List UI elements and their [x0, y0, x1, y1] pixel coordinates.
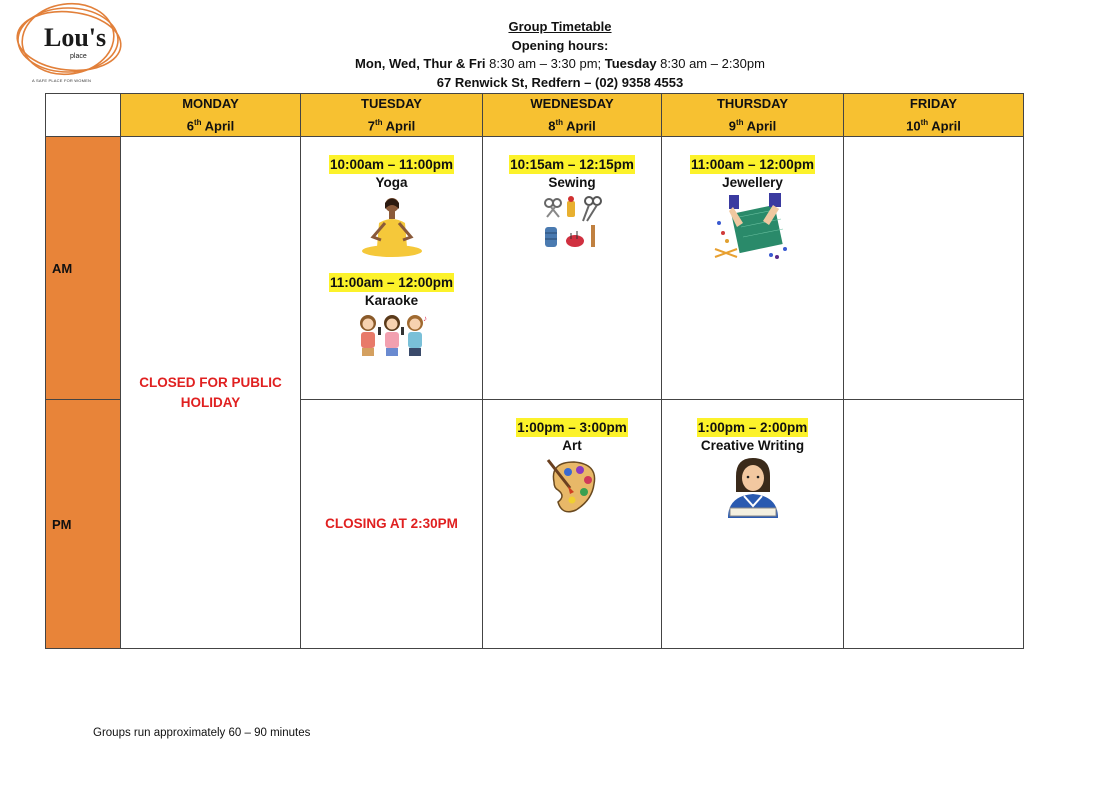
- friday-pm-cell: [844, 400, 1024, 649]
- session-time: 11:00am – 12:00pm: [690, 157, 815, 172]
- monday-closed-note: CLOSED FOR PUBLIC HOLIDAY: [121, 137, 301, 649]
- day-header-friday: FRIDAY 10th April: [844, 94, 1024, 137]
- day-header-wednesday: WEDNESDAY 8th April: [483, 94, 662, 137]
- session-activity: Art: [562, 438, 582, 453]
- session-sewing: [483, 155, 661, 253]
- yoga-icon: [357, 193, 427, 259]
- session-creative-writing: [662, 418, 843, 518]
- opening-hours: Mon, Wed, Thur & Fri 8:30 am – 3:30 pm; Tuesday 8:30 am – 2:30pm: [355, 56, 765, 71]
- session-activity: Karaoke: [364, 293, 419, 308]
- logo-tagline: A SAFE PLACE FOR WOMEN: [32, 78, 92, 83]
- session-time: 10:15am – 12:15pm: [510, 157, 634, 172]
- session-jewellery: [662, 155, 843, 265]
- row-label-pm: PM: [46, 400, 121, 649]
- jewellery-icon: [711, 193, 795, 265]
- svg-text:♪: ♪: [422, 314, 427, 323]
- session-activity: Jewellery: [722, 175, 783, 190]
- address: 67 Renwick St, Redfern – (02) 9358 4553: [436, 74, 684, 90]
- corner-cell: [46, 94, 121, 137]
- logo-text: Lou's: [44, 23, 107, 52]
- session-activity: Creative Writing: [700, 438, 805, 453]
- session-time: 11:00am – 12:00pm: [329, 275, 454, 290]
- karaoke-icon: [354, 311, 430, 357]
- opening-label: Opening hours:: [511, 37, 609, 53]
- session-time: 1:00pm – 3:00pm: [517, 420, 627, 435]
- header: [300, 18, 820, 92]
- creative-writing-icon: [722, 456, 784, 518]
- session-activity: Sewing: [548, 175, 596, 190]
- timetable: [45, 93, 1024, 649]
- page-title: Group Timetable: [508, 19, 612, 34]
- wednesday-am-cell: [483, 137, 662, 400]
- sewing-icon: [539, 193, 605, 253]
- friday-am-cell: [844, 137, 1024, 400]
- logo-sub: place: [70, 53, 87, 60]
- session-karaoke: [301, 273, 482, 357]
- tuesday-closing-note: CLOSING AT 2:30PM: [301, 400, 483, 649]
- day-header-monday: MONDAY 6th April: [121, 94, 301, 137]
- session-time: 1:00pm – 2:00pm: [697, 420, 808, 435]
- thursday-pm-cell: [662, 400, 844, 649]
- footer-note: Groups run approximately 60 – 90 minutes: [93, 727, 311, 739]
- tuesday-am-cell: [301, 137, 483, 400]
- wednesday-pm-cell: [483, 400, 662, 649]
- session-yoga: [301, 155, 482, 259]
- art-palette-icon: [544, 456, 600, 516]
- day-header-thursday: THURSDAY 9th April: [662, 94, 844, 137]
- session-activity: Yoga: [375, 175, 408, 190]
- logo: [12, 2, 124, 90]
- row-label-am: AM: [46, 137, 121, 400]
- day-header-tuesday: TUESDAY 7th April: [301, 94, 483, 137]
- thursday-am-cell: [662, 137, 844, 400]
- session-art: [483, 418, 661, 516]
- session-time: 10:00am – 11:00pm: [329, 157, 454, 172]
